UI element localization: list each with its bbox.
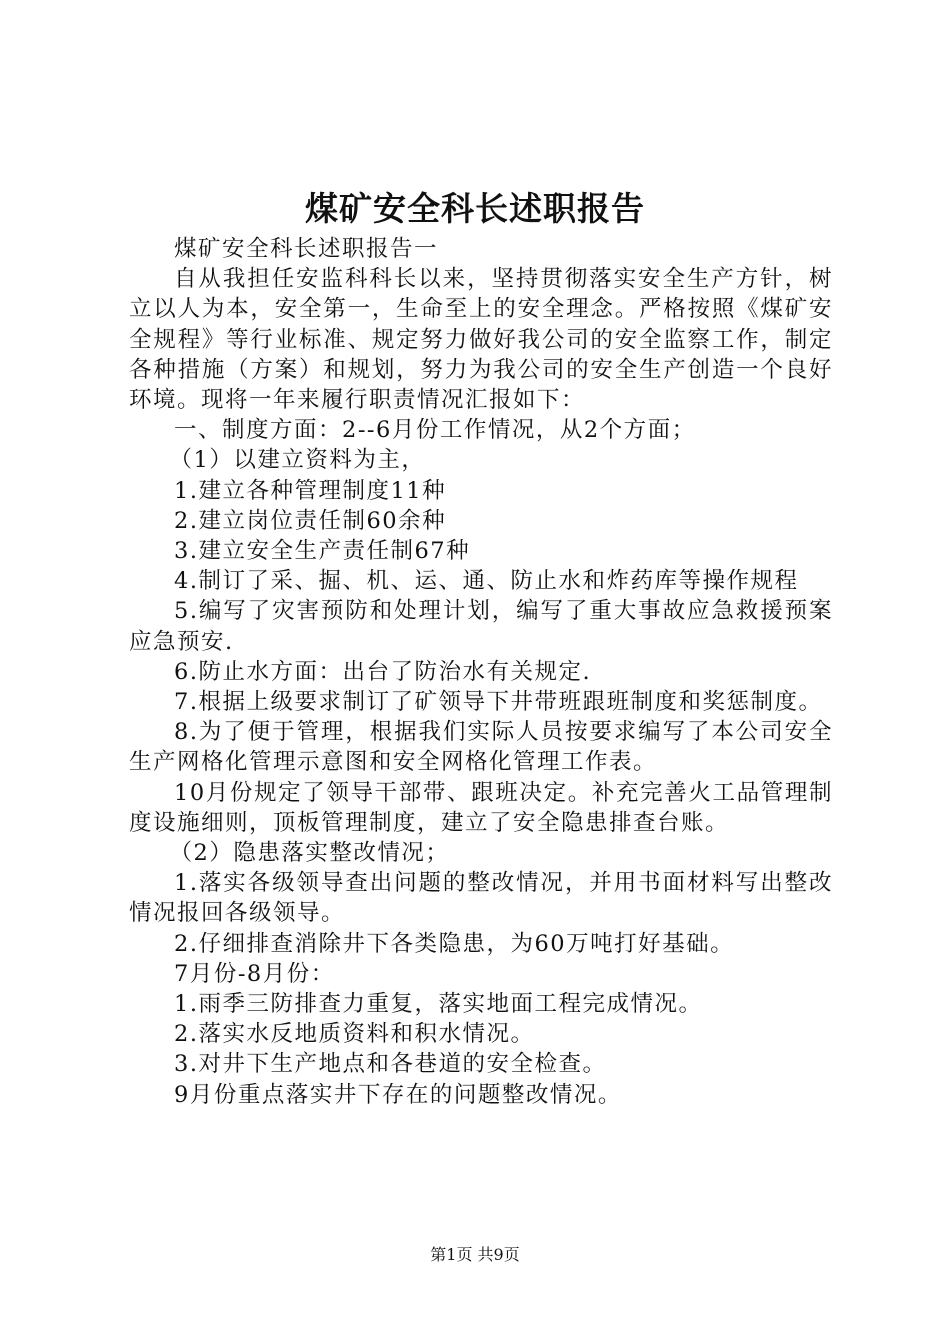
document-body [129,234,833,1110]
list-item: 2.仔细排查消除井下各类隐患，为60万吨打好基础。 [174,930,735,957]
september-paragraph: 9月份重点落实井下存在的问题整改情况。 [174,1081,622,1108]
list-item: 7.根据上级要求制订了矿领导下井带班跟班制度和奖惩制度。 [174,689,823,716]
intro-paragraph: 自从我担任安监科科长以来，坚持贯彻落实安全生产方针，树立以人为本，安全第一，生命至上的安全理念。严格按照《煤矿安全规程》等行业标准、规定努力做好我公司的安全监察工作，制定各种措施（方案）和规划，努力为我公司的安全生产创造一个良好环境。现将一年来履行职责情况汇报如下： [129,266,833,414]
subsection-heading-hazards: （2）隐患落实整改情况； [169,840,450,867]
document-title: 煤矿安全科长述职报告 [305,189,645,228]
list-item: 1.落实各级领导查出问题的整改情况，并用书面材料写出整改情况报回各级领导。 [129,870,833,927]
list-item: 3.建立安全生产责任制67种 [174,538,471,565]
list-item: 1.建立各种管理制度11种 [174,477,447,504]
period-heading-july-august: 7月份-8月份： [174,960,335,987]
subsection-heading-materials: （1）以建立资料为主， [169,447,426,474]
list-item: 8.为了便于管理，根据我们实际人员按要求编写了本公司安全生产网格化管理示意图和安全网格化管理工作表。 [129,719,833,776]
list-item: 1.雨季三防排查力重复，落实地面工程完成情况。 [174,991,703,1018]
section-heading-system: 一、制度方面：2--6月份工作情况，从2个方面； [174,417,696,444]
list-item: 2.落实水反地质资料和积水情况。 [174,1021,535,1048]
list-item: 5.编写了灾害预防和处理计划，编写了重大事故应急救援预案应急预安. [129,598,833,655]
list-item: 6.防止水方面：出台了防治水有关规定. [174,658,592,685]
list-item: 4.制订了采、掘、机、运、通、防止水和炸药库等操作规程 [174,568,799,595]
report-subtitle: 煤矿安全科长述职报告一 [174,236,439,262]
page-footer: 第1页 共9页 [430,1245,520,1264]
list-item: 2.建立岗位责任制60余种 [174,507,447,534]
october-paragraph: 10月份规定了领导干部带、跟班决定。补充完善火工品管理制度设施细则，顶板管理制度，建立了安全隐患排查台账。 [129,779,833,836]
list-item: 3.对井下生产地点和各巷道的安全检查。 [174,1051,607,1078]
